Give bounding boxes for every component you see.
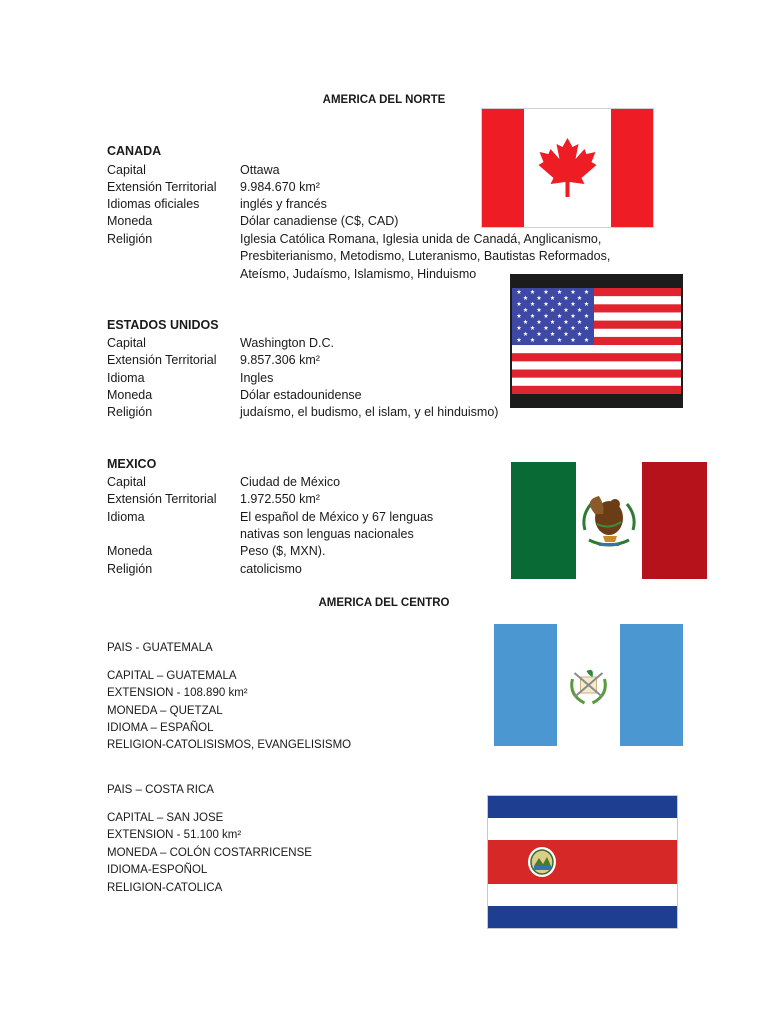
info-value: Washington D.C.: [240, 336, 335, 350]
info-label: Moneda: [107, 214, 153, 228]
info-label: Extensión Territorial: [107, 353, 217, 367]
country-title-mexico: MEXICO: [107, 457, 157, 471]
info-value: Peso ($, MXN).: [240, 544, 326, 558]
country-title-canada: CANADA: [107, 144, 162, 158]
info-value: Iglesia Católica Romana, Iglesia unida de Canadá, Anglicanismo,: [240, 232, 602, 246]
country-title-usa: ESTADOS UNIDOS: [107, 318, 219, 332]
country-title-guatemala: PAIS - GUATEMALA: [107, 642, 213, 654]
info-line: CAPITAL – GUATEMALA: [107, 670, 237, 682]
info-value: Ateísmo, Judaísmo, Islamismo, Hinduismo: [240, 267, 477, 281]
info-value: nativas son lenguas nacionales: [240, 527, 414, 541]
info-value: catolicismo: [240, 562, 302, 576]
info-label: Idioma: [107, 371, 145, 385]
info-label: Extensión Territorial: [107, 492, 217, 506]
info-label: Capital: [107, 475, 146, 489]
info-line: EXTENSION - 51.100 km²: [107, 829, 242, 841]
flag-costa-rica: [487, 795, 678, 929]
info-label: Moneda: [107, 388, 153, 402]
info-value: 9.857.306 km²: [240, 353, 320, 367]
info-label: Extensión Territorial: [107, 180, 217, 194]
info-value: judaísmo, el budismo, el islam, y el hinduismo): [240, 405, 499, 419]
info-line: RELIGION-CATOLISISMOS, EVANGELISISMO: [107, 739, 352, 751]
info-value: Presbiterianismo, Metodismo, Luteranismo, Bautistas Reformados,: [240, 249, 611, 263]
flag-canada: [481, 108, 654, 228]
info-value: Ottawa: [240, 163, 280, 177]
info-label: Religión: [107, 232, 153, 246]
info-value: Dólar canadiense (C$, CAD): [240, 214, 399, 228]
info-value: 1.972.550 km²: [240, 492, 320, 506]
info-line: RELIGION-CATOLICA: [107, 882, 223, 894]
info-value: 9.984.670 km²: [240, 180, 320, 194]
info-line: IDIOMA – ESPAÑOL: [107, 722, 214, 734]
info-value: El español de México y 67 lenguas: [240, 510, 434, 524]
section-heading-north: AMERICA DEL NORTE: [322, 94, 446, 106]
info-line: MONEDA – QUETZAL: [107, 705, 223, 717]
info-label: Religión: [107, 562, 153, 576]
info-label: Religión: [107, 405, 153, 419]
coat-of-arms-icon: [528, 847, 556, 877]
info-line: CAPITAL – SAN JOSE: [107, 812, 224, 824]
info-line: IDIOMA-ESPOÑOL: [107, 864, 208, 876]
flag-usa: [510, 274, 683, 408]
info-value: Ciudad de México: [240, 475, 341, 489]
info-label: Moneda: [107, 544, 153, 558]
flag-guatemala: [494, 624, 683, 746]
info-label: Capital: [107, 163, 146, 177]
info-line: MONEDA – COLÓN COSTARRICENSE: [107, 847, 312, 859]
section-heading-center: AMERICA DEL CENTRO: [318, 597, 450, 609]
info-line: EXTENSION - 108.890 km²: [107, 687, 248, 699]
flag-mexico: [511, 462, 707, 579]
info-label: Idioma: [107, 510, 145, 524]
info-label: Capital: [107, 336, 146, 350]
info-value: Dólar estadounidense: [240, 388, 362, 402]
info-label: Idiomas oficiales: [107, 197, 200, 211]
info-value: Ingles: [240, 371, 274, 385]
info-value: inglés y francés: [240, 197, 327, 211]
country-title-costa-rica: PAIS – COSTA RICA: [107, 784, 214, 796]
